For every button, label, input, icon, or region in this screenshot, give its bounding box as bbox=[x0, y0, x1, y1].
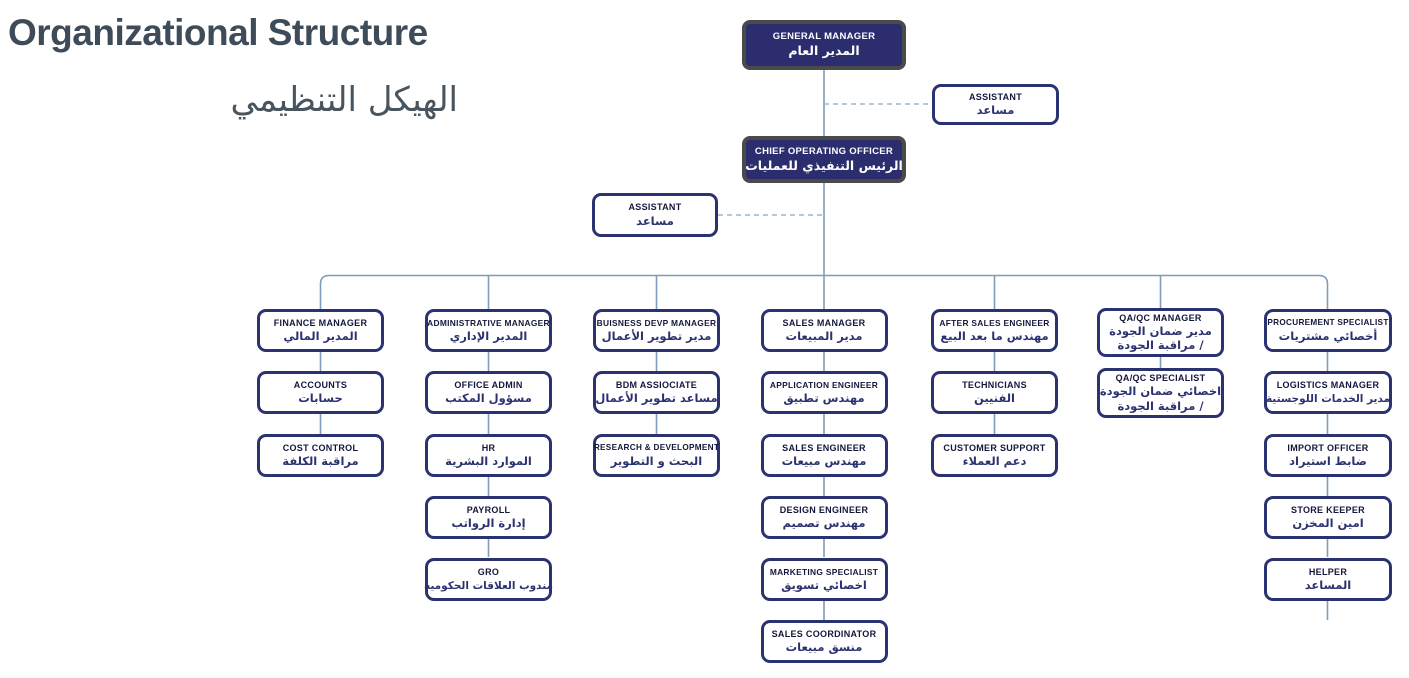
org-node-import-officer bbox=[1264, 434, 1392, 477]
node-label-en: MARKETING SPECIALIST bbox=[769, 567, 879, 578]
org-node-chief-operating-officer bbox=[742, 136, 906, 183]
org-node-bdm-associate bbox=[593, 371, 720, 414]
org-node-assistant-gm bbox=[932, 84, 1059, 125]
node-label-ar: إدارة الرواتب bbox=[451, 516, 526, 531]
node-label-en: GRO bbox=[477, 567, 500, 578]
node-label-ar: مراقبة الكلفة bbox=[282, 454, 359, 469]
node-label-ar: الرئيس التنفيذي للعمليات bbox=[745, 157, 903, 173]
node-label-ar: دعم العملاء bbox=[962, 454, 1027, 469]
node-label-en: APPLICATION ENGINEER bbox=[769, 380, 879, 391]
page-title: Organizational Structure bbox=[8, 12, 428, 53]
node-label-ar: مهندس تصميم bbox=[782, 516, 866, 531]
node-label-ar: منسق مبيعات bbox=[785, 640, 863, 655]
org-node-hr bbox=[425, 434, 552, 477]
node-label-en: QA/QC SPECIALIST bbox=[1115, 373, 1206, 384]
org-node-design-engineer bbox=[761, 496, 888, 539]
org-node-sales-manager bbox=[761, 309, 888, 352]
node-label-ar: اخصائي تسويق bbox=[781, 577, 867, 592]
node-label-en: QA/QC MANAGER bbox=[1119, 312, 1202, 323]
node-label-ar: حسابات bbox=[298, 391, 343, 406]
node-label-ar: مهندس ما بعد البيع bbox=[940, 328, 1049, 343]
node-label-en: SALES ENGINEER bbox=[782, 442, 866, 453]
org-node-administrative-manager bbox=[425, 309, 552, 352]
org-node-logistics-manager bbox=[1264, 371, 1392, 414]
org-node-research-development bbox=[593, 434, 720, 477]
org-node-finance-manager bbox=[257, 309, 384, 352]
org-node-gro bbox=[425, 558, 552, 601]
node-label-en: ASSISTANT bbox=[968, 91, 1023, 102]
node-label-en: CHIEF OPERATING OFFICER bbox=[754, 145, 894, 157]
node-label-en: FINANCE MANAGER bbox=[273, 317, 368, 328]
node-label-ar: الموارد البشرية bbox=[445, 454, 532, 469]
org-node-office-admin bbox=[425, 371, 552, 414]
node-label-en: OFFICE ADMIN bbox=[454, 379, 523, 390]
node-label-en: CUSTOMER SUPPORT bbox=[943, 442, 1046, 453]
node-label-ar: مندوب العلاقات الحكومية bbox=[424, 579, 554, 592]
node-label-ar: مساعد bbox=[976, 103, 1015, 118]
node-label-en: RESEARCH & DEVELOPMENT bbox=[593, 443, 720, 453]
node-label-ar: مدير الخدمات اللوجستية bbox=[1265, 392, 1391, 405]
node-label-ar: ضابط استيراد bbox=[1289, 454, 1367, 469]
org-node-technicians bbox=[931, 371, 1058, 414]
node-label-en: ADMINISTRATIVE MANAGER bbox=[427, 318, 550, 329]
org-node-helper bbox=[1264, 558, 1392, 601]
org-node-qaqc-manager bbox=[1097, 308, 1224, 357]
node-label-ar: مسؤول المكتب bbox=[445, 391, 532, 406]
node-label-en: ASSISTANT bbox=[628, 202, 682, 213]
node-label-ar: مهندس تطبيق bbox=[783, 390, 865, 405]
org-node-procurement-specialist bbox=[1264, 309, 1392, 352]
org-node-assistant-coo bbox=[592, 193, 718, 237]
node-label-en: AFTER SALES ENGINEER bbox=[939, 318, 1050, 329]
node-label-ar: المدير المالي bbox=[283, 329, 358, 344]
node-label-en: STORE KEEPER bbox=[1291, 504, 1365, 515]
node-label-ar: مدير المبيعات bbox=[785, 329, 863, 344]
org-node-general-manager bbox=[742, 20, 906, 70]
org-node-application-engineer bbox=[761, 371, 888, 414]
node-label-en: PROCUREMENT SPECIALIST bbox=[1267, 318, 1389, 328]
node-label-ar: المدير الإداري bbox=[449, 328, 528, 343]
org-node-business-devp-manager bbox=[593, 309, 720, 352]
org-node-store-keeper bbox=[1264, 496, 1392, 539]
node-label-en: IMPORT OFFICER bbox=[1287, 442, 1369, 453]
node-label-en: LOGISTICS MANAGER bbox=[1276, 380, 1380, 391]
node-label-en: PAYROLL bbox=[466, 504, 511, 515]
node-label-en: TECHNICIANS bbox=[962, 379, 1027, 390]
node-label-en: DESIGN ENGINEER bbox=[779, 504, 869, 515]
node-label-en: SALES MANAGER bbox=[782, 317, 866, 328]
node-label-ar: البحث و التطوير bbox=[610, 453, 703, 468]
node-label-ar-line2: / مراقبة الجودة bbox=[1117, 338, 1204, 353]
node-label-ar: مدير تطوير الأعمال bbox=[601, 328, 712, 343]
node-label-ar: مدير ضمان الجودة bbox=[1109, 323, 1212, 338]
node-label-ar: اخصائي ضمان الجودة bbox=[1099, 384, 1222, 399]
org-node-sales-engineer bbox=[761, 434, 888, 477]
node-label-ar: مساعد bbox=[636, 213, 674, 228]
org-node-payroll bbox=[425, 496, 552, 539]
org-node-after-sales-engineer bbox=[931, 309, 1058, 352]
node-label-ar: مهندس مبيعات bbox=[781, 454, 867, 469]
page-title-arabic: الهيكل التنظيمي bbox=[230, 80, 458, 120]
node-label-en: HR bbox=[481, 442, 496, 453]
node-label-en: ACCOUNTS bbox=[293, 379, 348, 390]
org-node-accounts bbox=[257, 371, 384, 414]
org-node-customer-support bbox=[931, 434, 1058, 477]
org-node-sales-coordinator bbox=[761, 620, 888, 663]
node-label-ar: الفنيين bbox=[974, 391, 1015, 406]
node-label-en: GENERAL MANAGER bbox=[772, 31, 876, 43]
node-label-en: COST CONTROL bbox=[282, 442, 359, 453]
node-label-ar: امين المخزن bbox=[1292, 516, 1364, 531]
org-node-qaqc-specialist bbox=[1097, 368, 1224, 418]
node-label-ar: مساعد تطوير الأعمال bbox=[595, 391, 718, 406]
node-label-ar-line2: / مراقبة الجودة bbox=[1117, 398, 1204, 413]
org-node-marketing-specialist bbox=[761, 558, 888, 601]
node-label-en: HELPER bbox=[1308, 566, 1348, 577]
node-label-ar: أخصائي مشتريات bbox=[1278, 328, 1378, 343]
node-label-en: SALES COORDINATOR bbox=[771, 628, 877, 639]
org-node-cost-control bbox=[257, 434, 384, 477]
node-label-ar: المساعد bbox=[1304, 578, 1352, 593]
node-label-en: BDM ASSIOCIATE bbox=[615, 379, 698, 390]
node-label-ar: المدير العام bbox=[788, 43, 860, 59]
node-label-en: BUISNESS DEVP MANAGER bbox=[596, 318, 717, 329]
